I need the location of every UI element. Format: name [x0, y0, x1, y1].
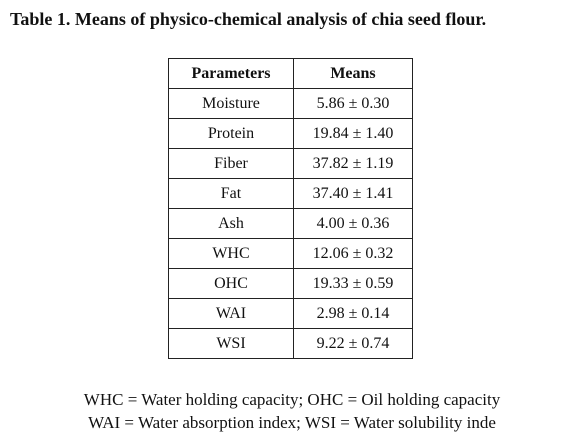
table-row [169, 269, 413, 299]
table-row [169, 299, 413, 329]
table-row [169, 209, 413, 239]
mean-cell: 19.33 ± 0.59 [294, 269, 413, 299]
parameter-cell: WSI [169, 329, 294, 359]
table-row [169, 329, 413, 359]
parameter-cell: WHC [169, 239, 294, 269]
parameter-cell: OHC [169, 269, 294, 299]
parameter-cell: WAI [169, 299, 294, 329]
parameter-cell: Protein [169, 119, 294, 149]
mean-cell: 12.06 ± 0.32 [294, 239, 413, 269]
mean-cell: 19.84 ± 1.40 [294, 119, 413, 149]
means-table [168, 58, 413, 359]
mean-cell: 9.22 ± 0.74 [294, 329, 413, 359]
table-row [169, 239, 413, 269]
mean-cell: 4.00 ± 0.36 [294, 209, 413, 239]
parameter-cell: Fat [169, 179, 294, 209]
mean-cell: 37.82 ± 1.19 [294, 149, 413, 179]
table-row [169, 179, 413, 209]
header-means: Means [294, 59, 413, 89]
table-header-row [169, 59, 413, 89]
table-row [169, 89, 413, 119]
mean-cell: 5.86 ± 0.30 [294, 89, 413, 119]
header-parameters: Parameters [169, 59, 294, 89]
footnote-line: WAI = Water absorption index; WSI = Water solubility inde [88, 413, 496, 432]
mean-cell: 2.98 ± 0.14 [294, 299, 413, 329]
table-row [169, 119, 413, 149]
parameter-cell: Ash [169, 209, 294, 239]
parameter-cell: Fiber [169, 149, 294, 179]
footnote-line: WHC = Water holding capacity; OHC = Oil holding capacity [83, 390, 501, 409]
mean-cell: 37.40 ± 1.41 [294, 179, 413, 209]
footnotes [0, 388, 584, 434]
table-row [169, 149, 413, 179]
parameter-cell: Moisture [169, 89, 294, 119]
table-title: Table 1. Means of physico-chemical analysis of chia seed flour. [10, 9, 487, 29]
